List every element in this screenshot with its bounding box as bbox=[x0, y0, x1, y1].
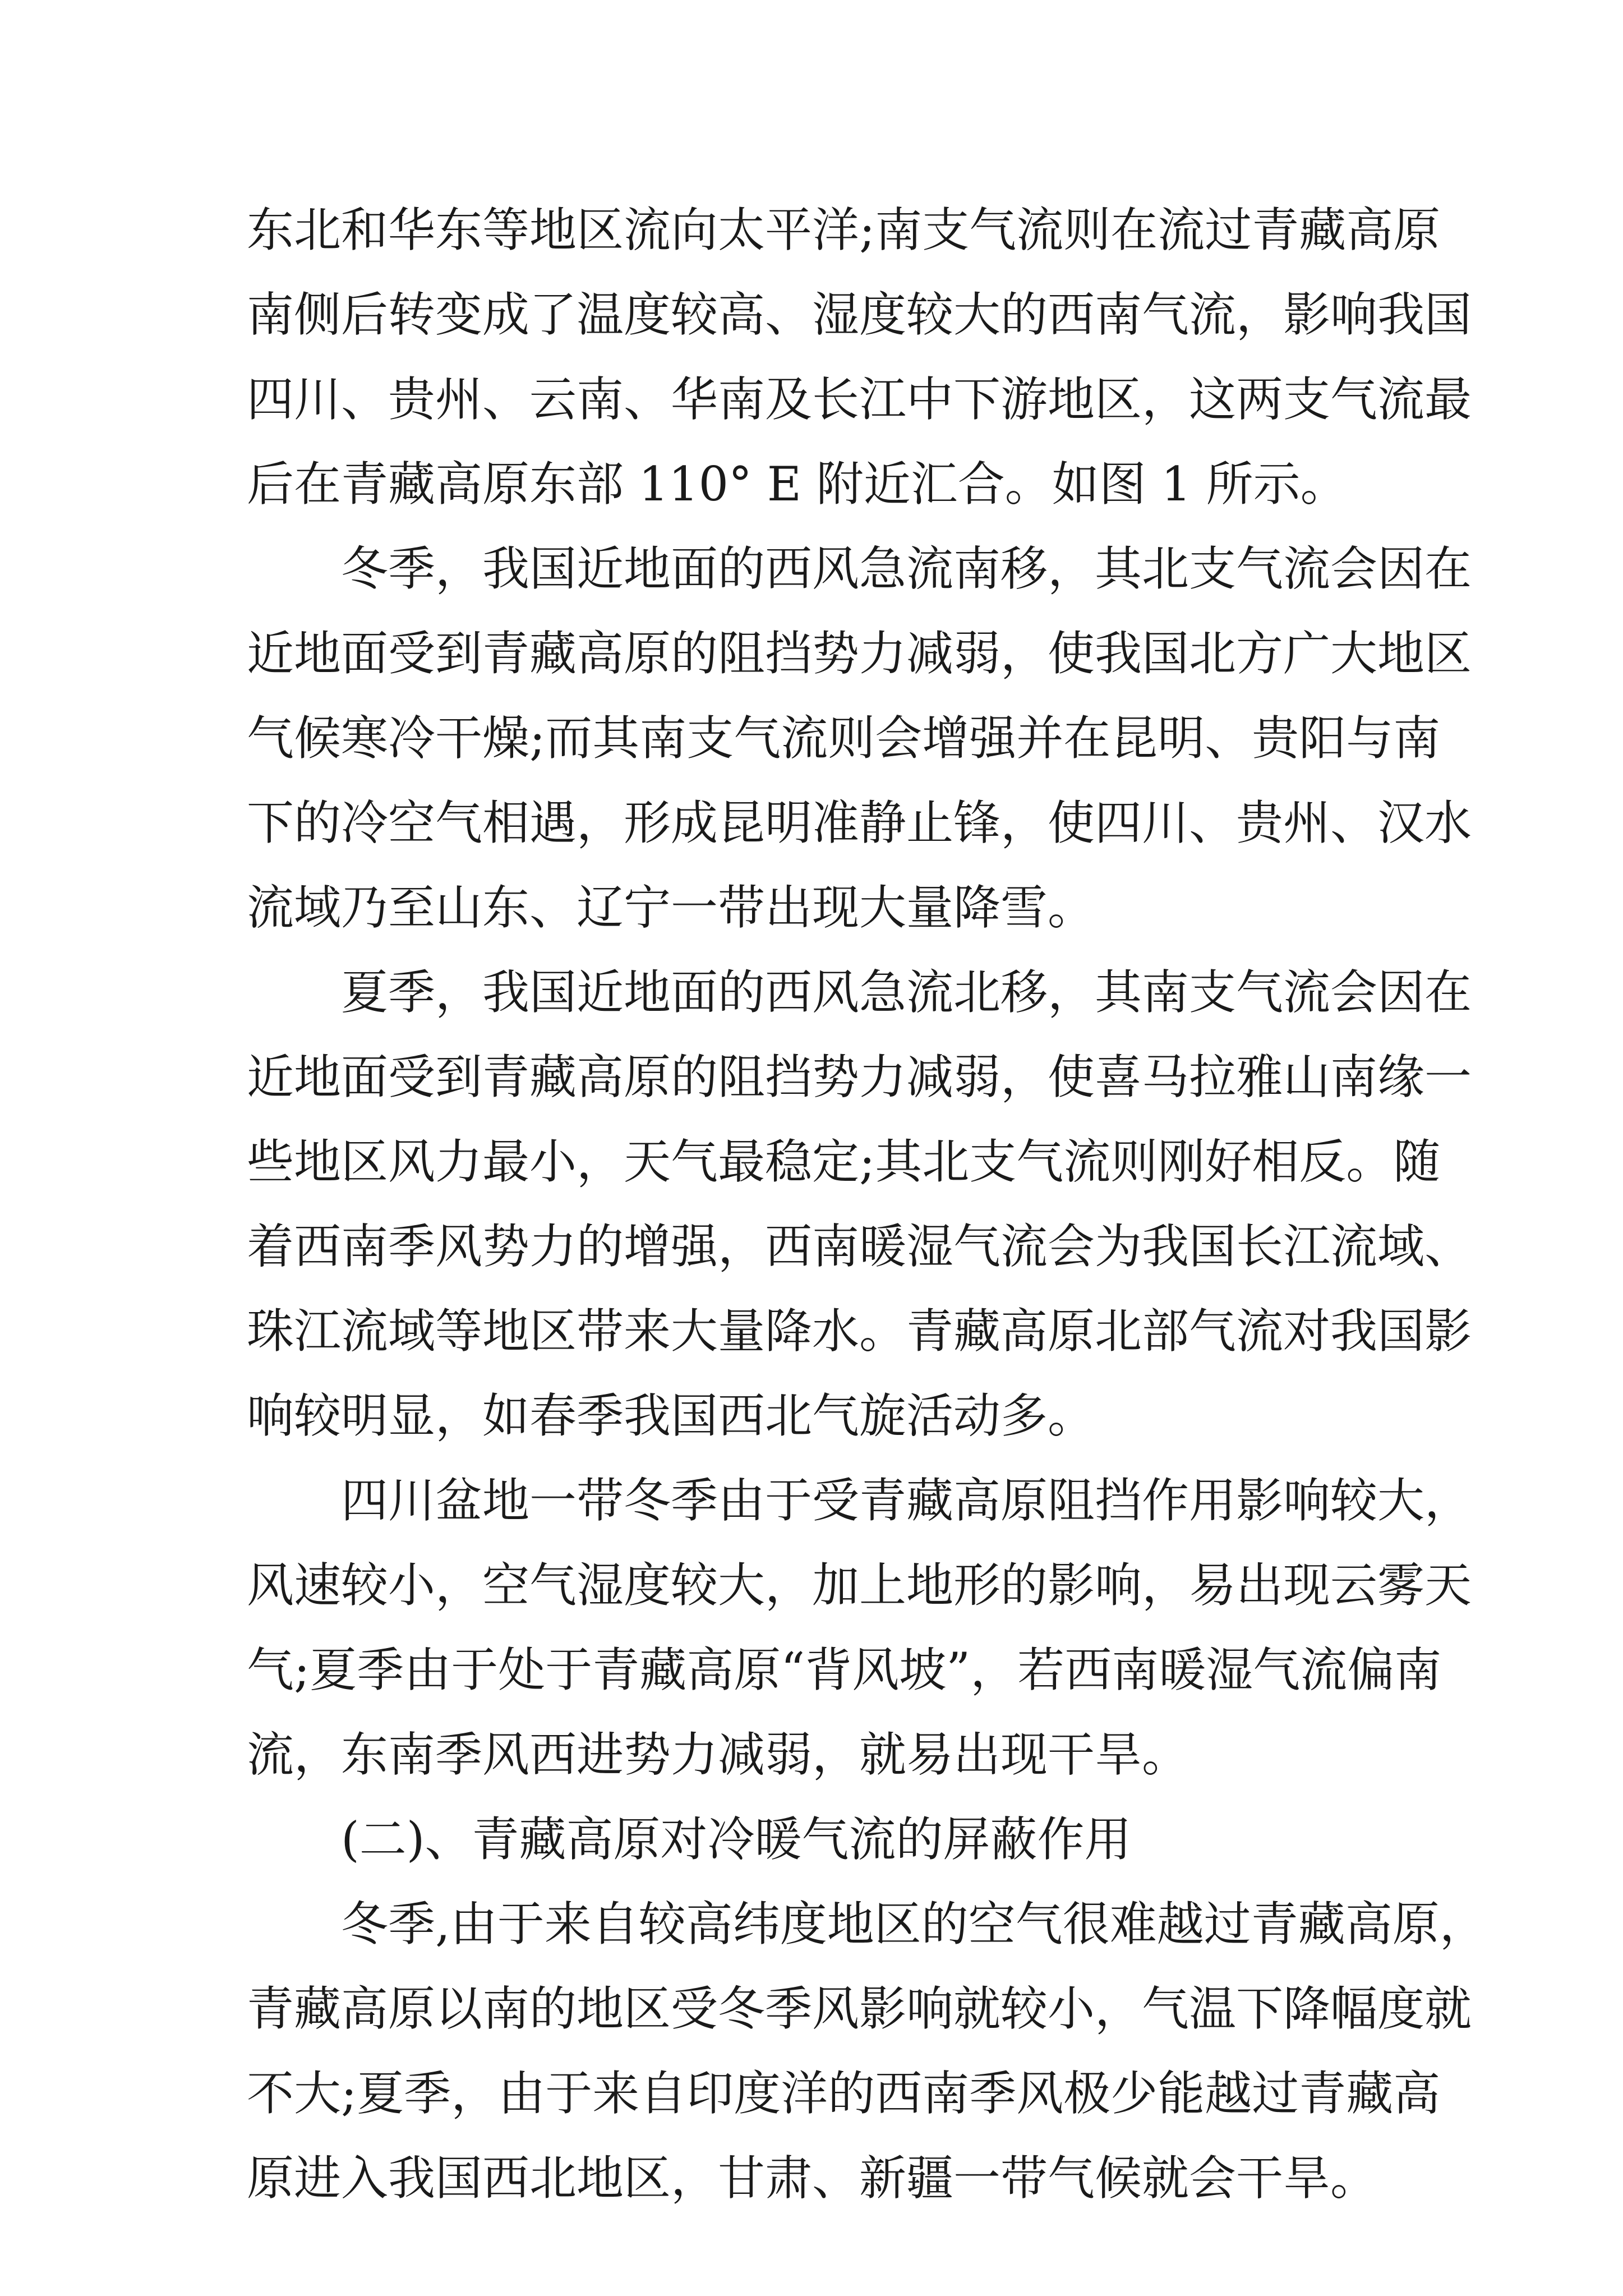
text-line: 珠江流域等地区带来大量降水。青藏高原北部气流对我国影 bbox=[247, 1304, 1472, 1359]
text-line: 近地面受到青藏高原的阻挡势力减弱，使我国北方广大地区 bbox=[247, 626, 1472, 681]
text-line: 气候寒冷干燥;而其南支气流则会增强并在昆明、贵阳与南 bbox=[247, 711, 1441, 766]
text-line: 些地区风力最小，天气最稳定;其北支气流则刚好相反。随 bbox=[247, 1134, 1441, 1189]
body-text bbox=[247, 188, 1487, 2221]
paragraph-first-line: 四川盆地一带冬季由于受青藏高原阻挡作用影响较大， bbox=[341, 1473, 1472, 1528]
text-line: 响较明显，如春季我国西北气旋活动多。 bbox=[247, 1388, 1095, 1443]
text-line: 风速较小，空气湿度较大，加上地形的影响，易出现云雾天 bbox=[247, 1558, 1472, 1613]
text-line: 流域乃至山东、辽宁一带出现大量降雪。 bbox=[247, 880, 1095, 935]
text-line: 青藏高原以南的地区受冬季风影响就较小，气温下降幅度就 bbox=[247, 1981, 1472, 2036]
text-line: 着西南季风势力的增强，西南暖湿气流会为我国长江流域、 bbox=[247, 1219, 1472, 1274]
text-line: 流，东南季风西进势力减弱，就易出现干旱。 bbox=[247, 1727, 1189, 1782]
text-line: 四川、贵州、云南、华南及长江中下游地区，这两支气流最 bbox=[247, 372, 1472, 427]
text-line: 原进入我国西北地区，甘肃、新疆一带气候就会干旱。 bbox=[247, 2151, 1378, 2206]
text-line: 不大;夏季，由于来自印度洋的西南季风极少能越过青藏高 bbox=[247, 2066, 1441, 2121]
text-line: 气;夏季由于处于青藏高原“背风坡”，若西南暖湿气流偏南 bbox=[247, 1642, 1442, 1697]
paragraph-first-line: 冬季，我国近地面的西风急流南移，其北支气流会因在 bbox=[341, 541, 1472, 596]
paragraph-first-line: 夏季，我国近地面的西风急流北移，其南支气流会因在 bbox=[341, 965, 1472, 1020]
text-line: 后在青藏高原东部 110° E 附近汇合。如图 1 所示。 bbox=[247, 457, 1348, 512]
text-line: 下的冷空气相遇，形成昆明准静止锋，使四川、贵州、汉水 bbox=[247, 795, 1472, 850]
text-line: 东北和华东等地区流向太平洋;南支气流则在流过青藏高原 bbox=[247, 203, 1441, 257]
text-line: 近地面受到青藏高原的阻挡势力减弱，使喜马拉雅山南缘一 bbox=[247, 1050, 1472, 1105]
text-line: 南侧后转变成了温度较高、湿度较大的西南气流，影响我国 bbox=[247, 287, 1472, 342]
paragraph-first-line: 冬季,由于来自较高纬度地区的空气很难越过青藏高原， bbox=[341, 1897, 1487, 1952]
section-heading: (二)、青藏高原对冷暖气流的屏蔽作用 bbox=[341, 1812, 1132, 1867]
